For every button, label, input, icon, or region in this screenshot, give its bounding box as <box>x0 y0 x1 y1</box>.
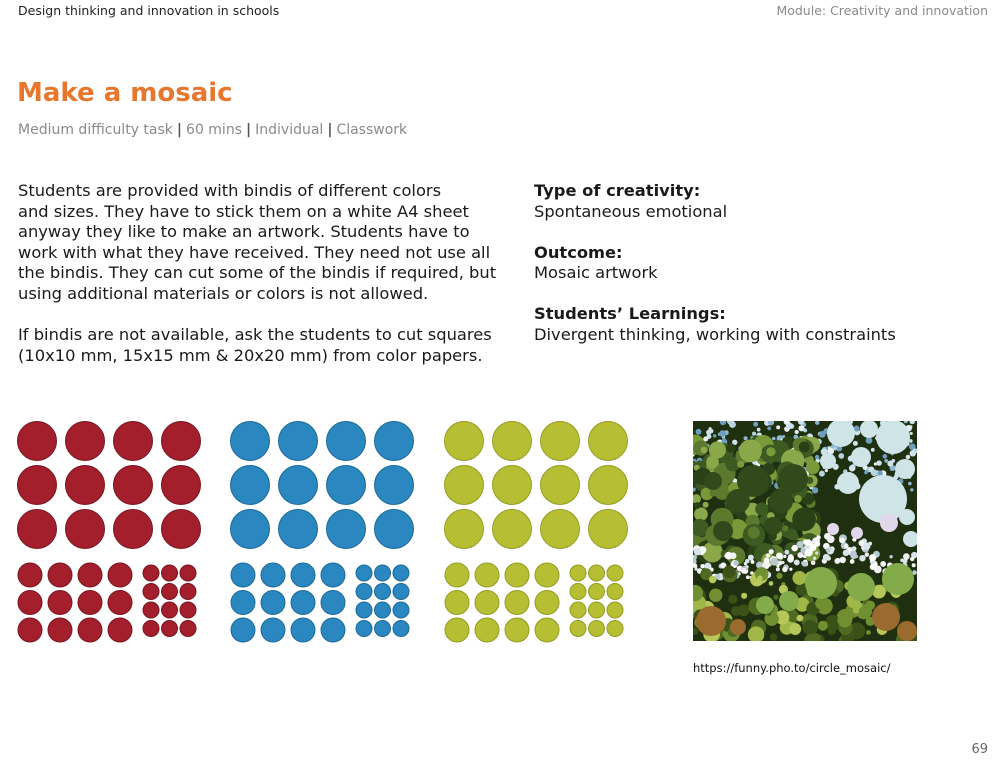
mosaic-dot <box>706 434 711 439</box>
bindi-medium <box>108 618 132 642</box>
description-line: and sizes. They have to stick them on a white A4 sheet <box>18 201 469 221</box>
mosaic-tree-circle <box>737 465 769 497</box>
mosaic-dot <box>784 550 789 555</box>
mosaic-dot <box>745 559 749 563</box>
bindi-large <box>589 422 628 461</box>
mosaic-tree-circle <box>764 517 782 535</box>
info-label: Outcome: <box>534 242 623 262</box>
mosaic-sky-circle <box>895 459 915 479</box>
bindi-medium <box>78 618 102 642</box>
mosaic-dot <box>694 567 697 570</box>
mosaic-dot <box>850 559 855 564</box>
mosaic-sky-circle <box>837 472 859 494</box>
description-paragraph-2 <box>18 325 492 366</box>
bindi-large <box>114 466 153 505</box>
mosaic-dot <box>834 558 840 564</box>
bindi-medium <box>48 591 72 615</box>
mosaic-lilac-circle <box>880 514 898 532</box>
mosaic-dot <box>844 544 849 549</box>
description-paragraph-1 <box>18 181 497 305</box>
bindi-small <box>570 621 586 637</box>
mosaic-dot <box>774 595 779 600</box>
mosaic-dot <box>709 588 722 601</box>
mosaic-dot <box>748 527 760 539</box>
bindi-small <box>375 584 391 600</box>
bindi-large <box>162 510 201 549</box>
info-creativity-type <box>534 181 974 222</box>
bindi-large <box>445 466 484 505</box>
description-line: work with what they have received. They need not use all <box>18 242 491 262</box>
mosaic-dot <box>703 502 709 508</box>
mosaic-dot <box>826 547 831 552</box>
mosaic-lilac-circle <box>851 527 863 539</box>
bindi-large <box>231 510 270 549</box>
mosaic-dot <box>769 549 774 554</box>
mosaic-tree-circle <box>704 472 722 490</box>
mosaic-tree-circle <box>778 464 808 494</box>
mosaic-dot <box>741 593 747 599</box>
mosaic-tree-circle <box>713 521 733 541</box>
bindi-small <box>180 584 196 600</box>
mosaic-dot <box>815 551 818 554</box>
bindi-medium <box>321 563 345 587</box>
mosaic-dot <box>803 555 807 559</box>
bindi-set-green <box>443 419 633 645</box>
mosaic-dot <box>833 447 836 450</box>
mosaic-earth-circle <box>730 619 746 635</box>
info-label: Type of creativity: <box>534 181 701 200</box>
bindi-large <box>327 466 366 505</box>
mosaic-dot <box>783 555 786 558</box>
mosaic-dot <box>889 555 892 558</box>
bindi-small <box>143 584 159 600</box>
mosaic-dot <box>876 460 881 465</box>
mosaic-dot <box>769 581 774 586</box>
mosaic-dot <box>819 471 825 477</box>
bindi-small <box>393 621 409 637</box>
info-value: Divergent thinking, working with constraints <box>534 324 896 344</box>
bindi-small <box>589 584 605 600</box>
mosaic-dot <box>708 427 711 430</box>
mosaic-dot <box>766 447 775 456</box>
bindi-medium <box>505 591 529 615</box>
bindi-small <box>607 621 623 637</box>
bindi-large <box>445 422 484 461</box>
info-value: Mosaic artwork <box>534 263 658 283</box>
bindi-set-red <box>16 419 206 645</box>
bindi-large <box>375 466 414 505</box>
bindi-small <box>393 565 409 581</box>
mosaic-dot <box>870 564 876 570</box>
meta-separator: | <box>176 122 183 138</box>
mosaic-dot <box>818 621 828 631</box>
info-learnings <box>534 304 974 345</box>
mosaic-dot <box>766 553 770 557</box>
mosaic-dot <box>859 555 865 561</box>
mosaic-dot <box>887 461 893 467</box>
task-difficulty: Medium difficulty task <box>18 122 173 138</box>
mosaic-dot <box>782 567 787 572</box>
mosaic-dot <box>788 554 793 559</box>
mosaic-sky-circle <box>820 453 836 469</box>
image-source-caption: https://funny.pho.to/circle_mosaic/ <box>693 661 891 675</box>
bindi-medium <box>78 591 102 615</box>
mosaic-dot <box>837 613 852 628</box>
mosaic-dot <box>849 465 856 472</box>
info-outcome <box>534 243 974 284</box>
bindi-medium <box>78 563 102 587</box>
bindi-large <box>66 422 105 461</box>
bindi-small <box>607 602 623 618</box>
info-value: Spontaneous emotional <box>534 201 728 221</box>
bindi-small <box>375 565 391 581</box>
mosaic-dot <box>815 455 819 459</box>
mosaic-dot <box>776 552 782 558</box>
mosaic-dot <box>816 535 820 539</box>
mosaic-sky-circle <box>876 421 910 454</box>
bindi-small <box>356 602 372 618</box>
bindi-medium <box>108 591 132 615</box>
bindi-small <box>607 584 623 600</box>
bindi-small <box>393 602 409 618</box>
mosaic-dot <box>737 461 744 468</box>
bindi-large <box>18 466 57 505</box>
mosaic-dot <box>798 425 804 431</box>
mosaic-dot <box>853 441 858 446</box>
mosaic-dot <box>719 430 726 437</box>
bindi-medium <box>475 591 499 615</box>
mosaic-dot <box>866 437 873 444</box>
bindi-large <box>279 510 318 549</box>
mosaic-dot <box>741 568 747 574</box>
mosaic-dot <box>723 565 736 578</box>
mosaic-dot <box>880 561 886 567</box>
mosaic-dot <box>864 471 868 475</box>
task-setting: Classwork <box>336 122 408 138</box>
bindi-medium <box>535 591 559 615</box>
mosaic-dot <box>795 430 799 434</box>
mosaic-dot <box>827 535 835 543</box>
mosaic-dot <box>770 633 777 640</box>
bindi-large <box>541 510 580 549</box>
mosaic-dot <box>797 615 804 622</box>
mosaic-dot <box>739 439 762 462</box>
bindi-large <box>162 466 201 505</box>
bindi-large <box>445 510 484 549</box>
mosaic-dot <box>771 558 779 566</box>
mosaic-dot <box>910 450 916 456</box>
mosaic-sky-circle <box>851 447 871 467</box>
mosaic-dot <box>871 469 878 476</box>
mosaic-dot <box>910 432 913 435</box>
header-course-title: Design thinking and innovation in schools <box>18 3 280 18</box>
bindi-large <box>541 422 580 461</box>
mosaic-dot <box>823 554 830 561</box>
mosaic-dot <box>794 559 800 565</box>
bindi-large <box>589 466 628 505</box>
mosaic-dot <box>865 552 869 556</box>
mosaic-dot <box>755 502 768 515</box>
bindi-large <box>66 466 105 505</box>
bindi-medium <box>108 563 132 587</box>
bindi-large <box>327 510 366 549</box>
mosaic-dot <box>794 495 802 503</box>
mosaic-dot <box>694 502 701 509</box>
mosaic-dot <box>802 561 807 566</box>
bindi-small <box>589 602 605 618</box>
bindi-large <box>589 510 628 549</box>
mosaic-dot <box>752 432 756 436</box>
mosaic-dot <box>730 552 737 559</box>
mosaic-dot <box>789 568 792 571</box>
mosaic-hill-circle <box>882 563 914 595</box>
mosaic-dot <box>853 601 861 609</box>
mosaic-dot <box>903 553 910 560</box>
bindi-small <box>607 565 623 581</box>
mosaic-dot <box>900 558 904 562</box>
mosaic-dot <box>786 529 797 540</box>
bindi-small <box>570 584 586 600</box>
bindi-medium <box>231 591 255 615</box>
description-line: using additional materials or colors is not allowed. <box>18 283 429 303</box>
mosaic-dot <box>908 482 912 486</box>
mosaic-dot <box>776 567 780 571</box>
bindi-small <box>375 602 391 618</box>
mosaic-dot <box>906 455 911 460</box>
description-line: anyway they like to make an artwork. Students have to <box>18 222 470 242</box>
page-title: Make a mosaic <box>17 78 233 108</box>
mosaic-dot <box>866 630 871 635</box>
mosaic-earth-circle <box>897 621 917 641</box>
mosaic-dot <box>746 575 750 579</box>
bindi-small <box>180 602 196 618</box>
mosaic-dot <box>815 597 827 609</box>
mosaic-dot <box>792 508 816 532</box>
bindi-medium <box>535 618 559 642</box>
mosaic-dot <box>806 461 820 475</box>
bindi-large <box>493 466 532 505</box>
task-description <box>18 181 497 387</box>
bindi-small <box>162 602 178 618</box>
mosaic-dot <box>910 488 913 491</box>
bindi-medium <box>231 618 255 642</box>
task-mode: Individual <box>255 122 324 138</box>
mosaic-hill-circle <box>779 591 799 611</box>
bindi-medium <box>321 618 345 642</box>
description-line: Students are provided with bindis of different colors <box>18 181 442 200</box>
mosaic-dot <box>694 548 701 555</box>
mosaic-sky-circle <box>899 509 915 525</box>
bindi-medium <box>18 563 42 587</box>
mosaic-dot <box>772 437 776 441</box>
mosaic-dot <box>751 560 755 564</box>
bindi-large <box>66 510 105 549</box>
bindi-large <box>231 422 270 461</box>
mosaic-dot <box>753 422 758 427</box>
mosaic-dot <box>839 557 845 563</box>
mosaic-dot <box>813 557 816 560</box>
bindi-large <box>114 422 153 461</box>
description-line: (10x10 mm, 15x15 mm & 20x20 mm) from color papers. <box>18 345 483 365</box>
bindi-small <box>162 584 178 600</box>
mosaic-dot <box>701 447 708 454</box>
page-number: 69 <box>971 742 988 757</box>
mosaic-dot <box>713 434 717 438</box>
mosaic-dot <box>728 595 737 604</box>
bindi-large <box>279 422 318 461</box>
mosaic-dot <box>850 552 857 559</box>
mosaic-dot <box>883 454 888 459</box>
bindi-small <box>393 584 409 600</box>
bindi-large <box>541 466 580 505</box>
bindi-medium <box>291 618 315 642</box>
bindi-medium <box>261 591 285 615</box>
mosaic-dot <box>839 538 845 544</box>
mosaic-dot <box>838 453 844 459</box>
bindi-medium <box>18 591 42 615</box>
bindi-small <box>356 584 372 600</box>
header-module-title: Module: Creativity and innovation <box>776 3 988 18</box>
mosaic-dot <box>884 459 888 463</box>
bindi-medium <box>18 618 42 642</box>
bindi-small <box>180 621 196 637</box>
mosaic-lilac-circle <box>827 523 839 535</box>
bindi-medium <box>475 563 499 587</box>
mosaic-dot <box>709 576 717 584</box>
bindi-medium <box>475 618 499 642</box>
mosaic-dot <box>733 560 739 566</box>
mosaic-dot <box>694 507 708 521</box>
bindi-small <box>356 565 372 581</box>
info-label: Students’ Learnings: <box>534 304 726 324</box>
bindi-medium <box>445 618 469 642</box>
mosaic-dot <box>805 539 811 545</box>
description-line: the bindis. They can cut some of the bindis if required, but <box>18 263 497 283</box>
bindi-large <box>375 510 414 549</box>
bindi-small <box>589 565 605 581</box>
bindi-small <box>180 565 196 581</box>
bindi-small <box>589 621 605 637</box>
mosaic-dot <box>782 525 788 531</box>
mosaic-dot <box>709 441 726 458</box>
bindi-medium <box>261 563 285 587</box>
mosaic-dot <box>767 426 771 430</box>
mosaic-dot <box>910 557 914 561</box>
bindi-medium <box>445 563 469 587</box>
task-meta <box>18 122 407 138</box>
bindi-small <box>356 621 372 637</box>
mosaic-earth-circle <box>696 606 726 636</box>
mosaic-dot <box>825 469 828 472</box>
bindi-small <box>375 621 391 637</box>
mosaic-dot <box>778 561 782 565</box>
bindi-medium <box>535 563 559 587</box>
bindi-medium <box>291 563 315 587</box>
mosaic-dot <box>799 441 810 452</box>
bindi-medium <box>291 591 315 615</box>
mosaic-dot <box>731 606 741 616</box>
bindi-medium <box>505 618 529 642</box>
bindi-small <box>143 621 159 637</box>
bindi-small <box>162 621 178 637</box>
mosaic-dot <box>852 546 857 551</box>
circle-mosaic-artwork <box>693 421 917 641</box>
mosaic-dot <box>912 563 916 567</box>
mosaic-hill-circle <box>847 573 875 601</box>
bindi-small <box>143 565 159 581</box>
meta-separator: | <box>327 122 333 138</box>
bindi-large <box>375 422 414 461</box>
task-info <box>534 181 974 366</box>
mosaic-dot <box>789 623 801 635</box>
mosaic-dot <box>709 489 716 496</box>
bindi-large <box>327 422 366 461</box>
bindi-medium <box>321 591 345 615</box>
bindi-large <box>279 466 318 505</box>
mosaic-dot <box>866 601 875 610</box>
mosaic-hill-circle <box>756 596 774 614</box>
bindi-large <box>162 422 201 461</box>
mosaic-dot <box>757 575 762 580</box>
description-line: If bindis are not available, ask the students to cut squares <box>18 325 492 345</box>
bindi-medium <box>231 563 255 587</box>
mosaic-dot <box>843 550 849 556</box>
bindi-large <box>493 510 532 549</box>
mosaic-dot <box>726 443 736 453</box>
mosaic-dot <box>803 620 818 635</box>
mosaic-hill-circle <box>805 567 837 599</box>
bindi-medium <box>48 563 72 587</box>
bindi-set-blue <box>229 419 419 645</box>
mosaic-dot <box>776 573 782 579</box>
bindi-large <box>18 422 57 461</box>
bindi-medium <box>445 591 469 615</box>
bindi-medium <box>505 563 529 587</box>
mosaic-dot <box>871 448 875 452</box>
mosaic-dot <box>757 428 761 432</box>
bindi-large <box>18 510 57 549</box>
mosaic-dot <box>792 571 806 585</box>
mosaic-dot <box>696 429 702 435</box>
mosaic-dot <box>776 425 780 429</box>
bindi-large <box>493 422 532 461</box>
mosaic-dot <box>869 554 876 561</box>
mosaic-dot <box>815 541 820 546</box>
bindi-small <box>570 602 586 618</box>
bindi-large <box>114 510 153 549</box>
mosaic-dot <box>722 437 725 440</box>
task-duration: 60 mins <box>186 122 242 138</box>
mosaic-dot <box>744 436 748 440</box>
bindi-large <box>231 466 270 505</box>
bindi-small <box>570 565 586 581</box>
mosaic-earth-circle <box>872 603 900 631</box>
mosaic-dot <box>819 431 826 438</box>
bindi-medium <box>48 618 72 642</box>
bindi-small <box>162 565 178 581</box>
mosaic-dot <box>868 542 872 546</box>
mosaic-dot <box>811 560 816 565</box>
bindi-medium <box>261 618 285 642</box>
meta-separator: | <box>246 122 252 138</box>
bindi-small <box>143 602 159 618</box>
